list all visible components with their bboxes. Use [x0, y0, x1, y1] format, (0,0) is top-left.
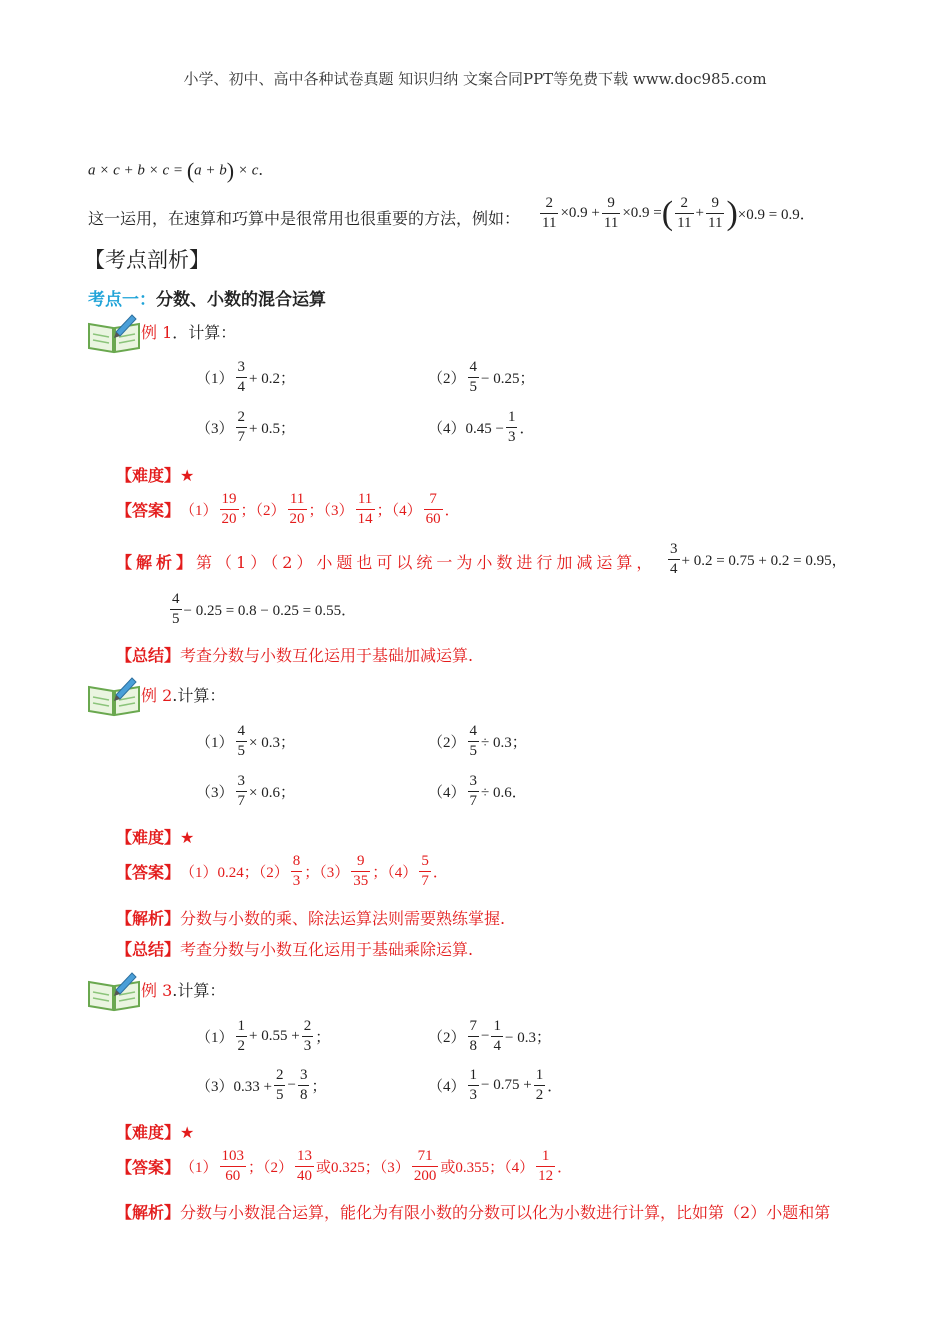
ex1-title — [141, 320, 236, 343]
ex2-number: 例 2 — [141, 686, 173, 705]
ex3-number: 例 3 — [141, 981, 173, 1000]
topic-heading — [88, 285, 326, 310]
star-icon: ★ — [180, 1123, 195, 1142]
ex2-instruction: .计算： — [172, 686, 226, 705]
ex2-problem-1: （1） $\frac{4}{5}$ × 0.3； — [196, 723, 295, 759]
ex1-instruction: ．计算： — [172, 323, 237, 342]
ex2-answer: 【答案】 （1）0.24；（2） $\frac{8}{3}$ ；（3） $\frac{9}{35}$ ；（4） $\frac{5}{7}$ ． — [116, 853, 448, 889]
ex3-instruction: .计算： — [172, 981, 226, 1000]
usage-example: $\frac{2}{11}$ ×0.9 + $\frac{9}{11}$ ×0.9 = ( $\frac{2}{11}$ + $\frac{9}{11}$ ) ×0.9 = 0.9． — [542, 194, 815, 232]
ex2-difficulty: 【难度】★ — [116, 828, 195, 847]
ex2-problem-2: （2） $\frac{4}{5}$ ÷ 0.3； — [428, 723, 527, 759]
ex3-difficulty: 【难度】★ — [116, 1123, 195, 1142]
ex1-analysis-expr-2: $\frac{4}{5}$ − 0.25 = 0.8 − 0.25 = 0.55． — [172, 591, 357, 627]
ex1-answer: 【答案】 （1） $\frac{19}{20}$ ；（2） $\frac{11}{20}$ ；（3） $\frac{11}{14}$ ；（4） $\frac{7}{60}$ ． — [116, 491, 460, 527]
book-pencil-icon — [86, 970, 142, 1012]
usage-text: 这一运用，在速算和巧算中是很常用也很重要的方法，例如： — [88, 209, 521, 228]
book-pencil-icon — [86, 312, 142, 354]
page-header: 小学、初中、高中各种试卷真题 知识归纳 文案合同PPT等免费下载 www.doc985.com — [183, 70, 767, 88]
topic-title: 分数、小数的混合运算 — [156, 290, 326, 310]
ex2-problem-4: （4） $\frac{3}{7}$ ÷ 0.6． — [428, 773, 527, 809]
ex1-problem-2: （2） $\frac{4}{5}$ − 0.25； — [428, 359, 535, 395]
book-pencil-icon — [86, 675, 142, 717]
ex3-title — [141, 978, 225, 1001]
ex1-difficulty: 【难度】★ — [116, 466, 195, 485]
ex3-problem-2: （2） $\frac{7}{8}$ − $\frac{1}{4}$ − 0.3； — [428, 1018, 551, 1054]
ex3-analysis: 【解析】分数与小数混合运算，能化为有限小数的分数可以化为小数进行计算，比如第（2）小题和第 — [116, 1203, 831, 1222]
ex3-problem-3: （3）0.33 + $\frac{2}{5}$ − $\frac{3}{8}$ ； — [196, 1067, 327, 1103]
section-title: 【考点剖析】 — [84, 248, 210, 272]
ex2-summary: 【总结】考查分数与小数互化运用于基础乘除运算. — [116, 940, 474, 959]
ex1-analysis: 【解析】第（1）（2）小题也可以统一为小数进行加减运算， — [116, 553, 657, 572]
ex2-analysis: 【解析】分数与小数的乘、除法运算法则需要熟练掌握. — [116, 909, 506, 928]
ex3-answer: 【答案】 （1） $\frac{103}{60}$ ；（2） $\frac{13}{40}$ 或0.325；（3） $\frac{71}{200}$ 或0.355；（4） $\frac{1}{12}$ ． — [116, 1148, 573, 1184]
ex3-problem-4: （4） $\frac{1}{3}$ − 0.75 + $\frac{1}{2}$ ． — [428, 1067, 563, 1103]
topic-label: 考点一： — [88, 290, 156, 310]
ex1-problem-1: （1） $\frac{3}{4}$ + 0.2； — [196, 359, 295, 395]
ex2-problem-3: （3） $\frac{3}{7}$ × 0.6； — [196, 773, 295, 809]
ex1-number: 例 1 — [141, 323, 173, 342]
ex3-problem-1: （1） $\frac{1}{2}$ + 0.55 + $\frac{2}{3}$ ； — [196, 1018, 331, 1054]
ex2-title — [141, 683, 225, 706]
ex1-problem-4: （4）0.45 − $\frac{1}{3}$ ． — [428, 409, 535, 445]
ex1-problem-3: （3） $\frac{2}{7}$ + 0.5； — [196, 409, 295, 445]
distributive-formula: a × c + b × c = (a + b) × c． — [88, 158, 274, 183]
star-icon: ★ — [180, 828, 195, 847]
ex1-summary: 【总结】考查分数与小数互化运用于基础加减运算. — [116, 646, 474, 665]
star-icon: ★ — [180, 466, 195, 485]
ex1-analysis-expr-1: $\frac{3}{4}$ + 0.2 = 0.75 + 0.2 = 0.95， — [670, 541, 847, 577]
